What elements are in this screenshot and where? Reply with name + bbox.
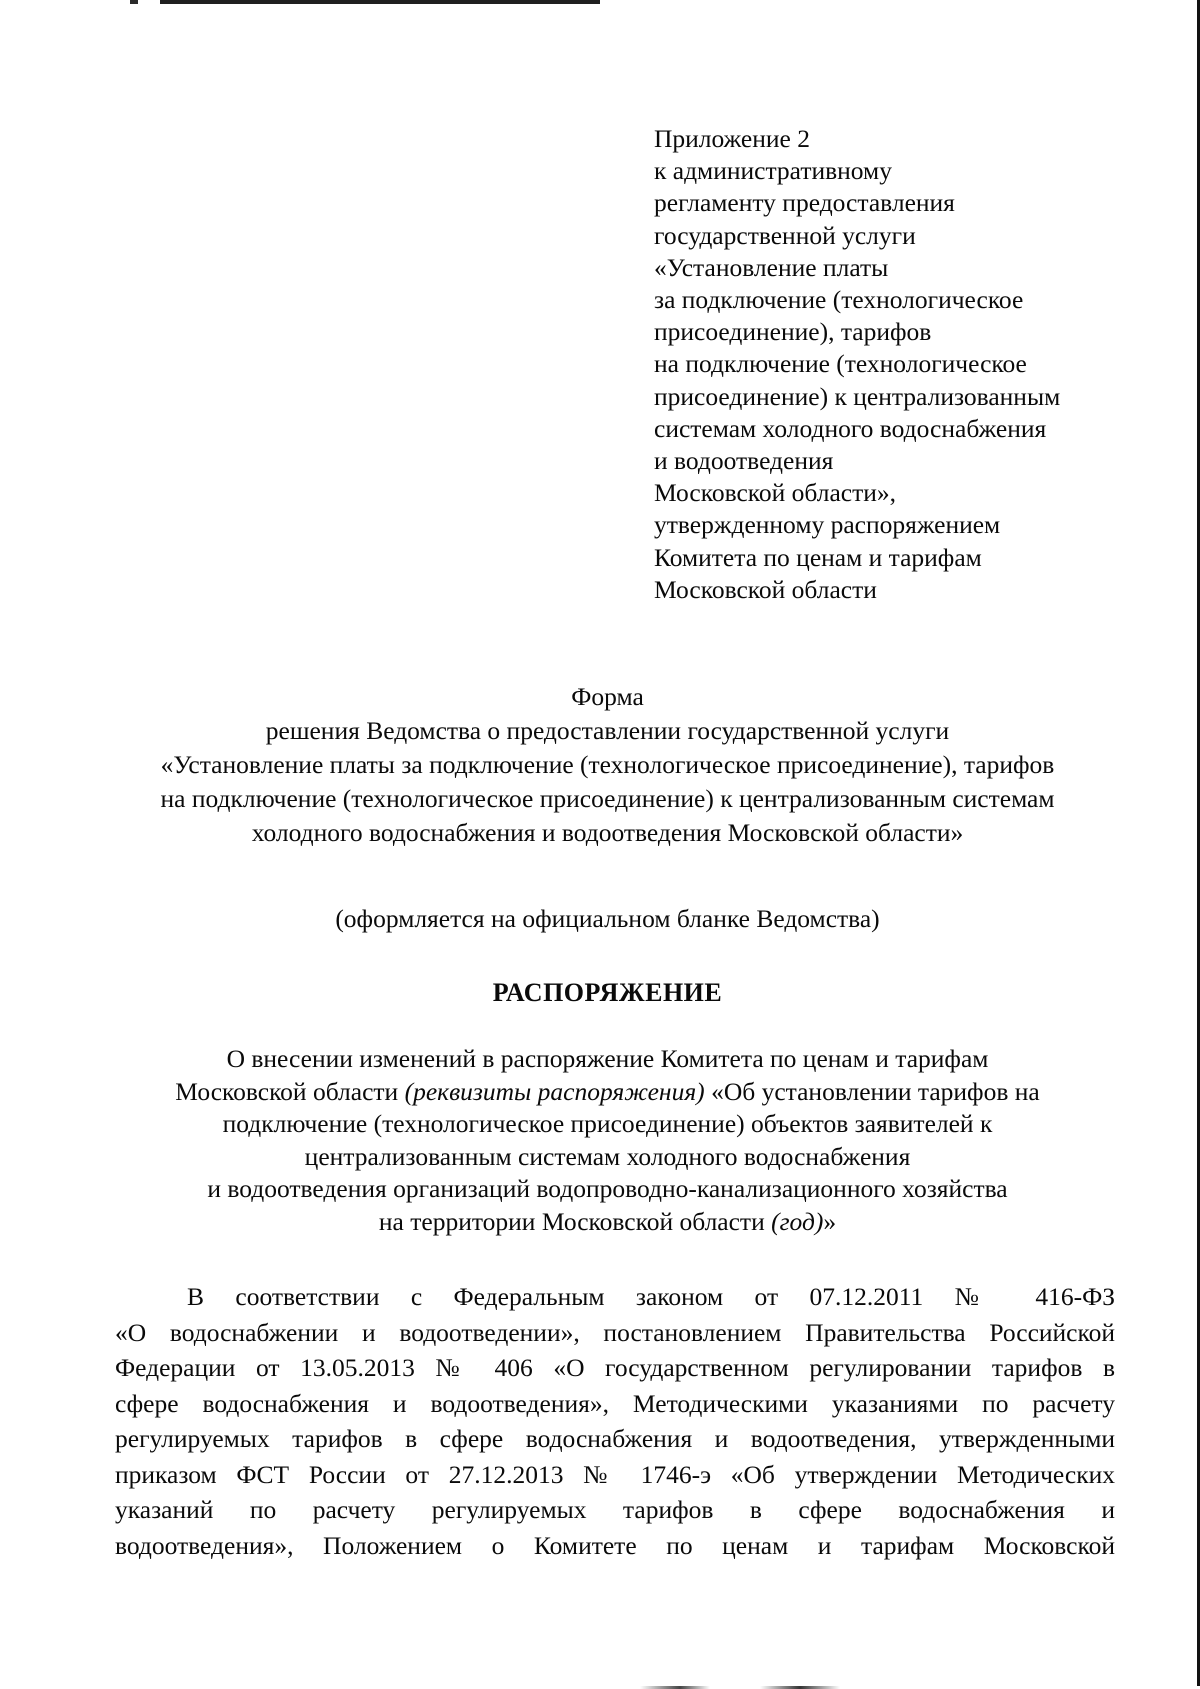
scan-edge-top xyxy=(0,0,1200,4)
subject-line: и водоотведения организаций водопроводно-канализационного хозяйства xyxy=(207,1174,1008,1203)
body-line: «О водоснабжении и водоотведении», постановлением Правительства Российской xyxy=(115,1317,1115,1347)
form-title-line: решения Ведомства о предоставлении государственной услуги xyxy=(265,716,950,745)
form-note xyxy=(100,902,1115,936)
subject-placeholder-year: (год) xyxy=(771,1206,824,1236)
subject-text: Московской области xyxy=(175,1076,405,1106)
form-title xyxy=(100,680,1115,850)
form-title-line: Форма xyxy=(571,682,644,711)
annex-line: присоединение) к централизованным xyxy=(654,381,1061,411)
form-title-line: холодного водоснабжения и водоотведения Московской области» xyxy=(251,818,964,847)
body-line: приказом ФСТ России от 27.12.2013 № 1746-э «Об утверждении Методических xyxy=(115,1459,1115,1489)
annex-line: регламенту предоставления xyxy=(654,188,955,218)
body-line: Федерации от 13.05.2013 № 406 «О государственном регулировании тарифов в xyxy=(115,1353,1115,1382)
annex-line: и водоотведения xyxy=(654,446,834,476)
subject-text: » xyxy=(823,1206,837,1236)
form-title-line: на подключение (технологическое присоединение) к централизованным системам xyxy=(160,784,1055,813)
body-paragraph xyxy=(115,1279,1115,1563)
subject-line xyxy=(100,1076,1115,1109)
body-line: В соответствии с Федеральным законом от 07.12.2011 № 416-ФЗ xyxy=(187,1282,1115,1311)
document-kind-text: РАСПОРЯЖЕНИЕ xyxy=(492,978,723,1007)
annex-line: государственной услуги xyxy=(654,220,916,250)
form-note-text: (оформляется на официальном бланке Ведомства) xyxy=(335,904,880,933)
subject-placeholder-requisites: (реквизиты распоряжения) xyxy=(404,1076,705,1106)
annex-line: за подключение (технологическое xyxy=(654,285,1024,315)
annex-line: к административному xyxy=(654,156,892,186)
annex-line: присоединение), тарифов xyxy=(654,317,932,347)
annex-line: на подключение (технологическое xyxy=(654,349,1027,379)
body-line: указаний по расчету регулируемых тарифов в сфере водоснабжения и xyxy=(115,1495,1115,1524)
subject-line: О внесении изменений в распоряжение Комитета по ценам и тарифам xyxy=(226,1044,989,1073)
annex-line: «Установление платы xyxy=(654,252,889,282)
subject-line: централизованным системам холодного водоснабжения xyxy=(304,1141,911,1171)
annex-line: системам холодного водоснабжения xyxy=(654,413,1047,443)
subject-line: подключение (технологическое присоединение) объектов заявителей к xyxy=(222,1109,993,1138)
annex-line: Приложение 2 xyxy=(654,124,810,153)
document-kind-heading xyxy=(100,976,1115,1010)
subject-text: на территории Московской области xyxy=(378,1206,772,1236)
body-line: водоотведения», Положением о Комитете по ценам и тарифам Московской xyxy=(115,1530,1115,1560)
annex-header xyxy=(654,123,1124,606)
subject-line xyxy=(100,1206,1115,1239)
order-subject xyxy=(100,1043,1115,1238)
annex-line: Комитета по ценам и тарифам xyxy=(654,542,982,572)
annex-line: утвержденному распоряжением xyxy=(654,510,1001,540)
body-line: регулируемых тарифов в сфере водоснабжения и водоотведения, утвержденными xyxy=(115,1424,1115,1453)
annex-line: Московской области xyxy=(654,574,877,604)
body-line: сфере водоснабжения и водоотведения», Методическими указаниями по расчету xyxy=(115,1388,1115,1418)
form-title-line: «Установление платы за подключение (технологическое присоединение), тарифов xyxy=(160,750,1055,779)
subject-text: «Об установлении тарифов на xyxy=(704,1076,1040,1106)
annex-line: Московской области», xyxy=(654,478,897,508)
